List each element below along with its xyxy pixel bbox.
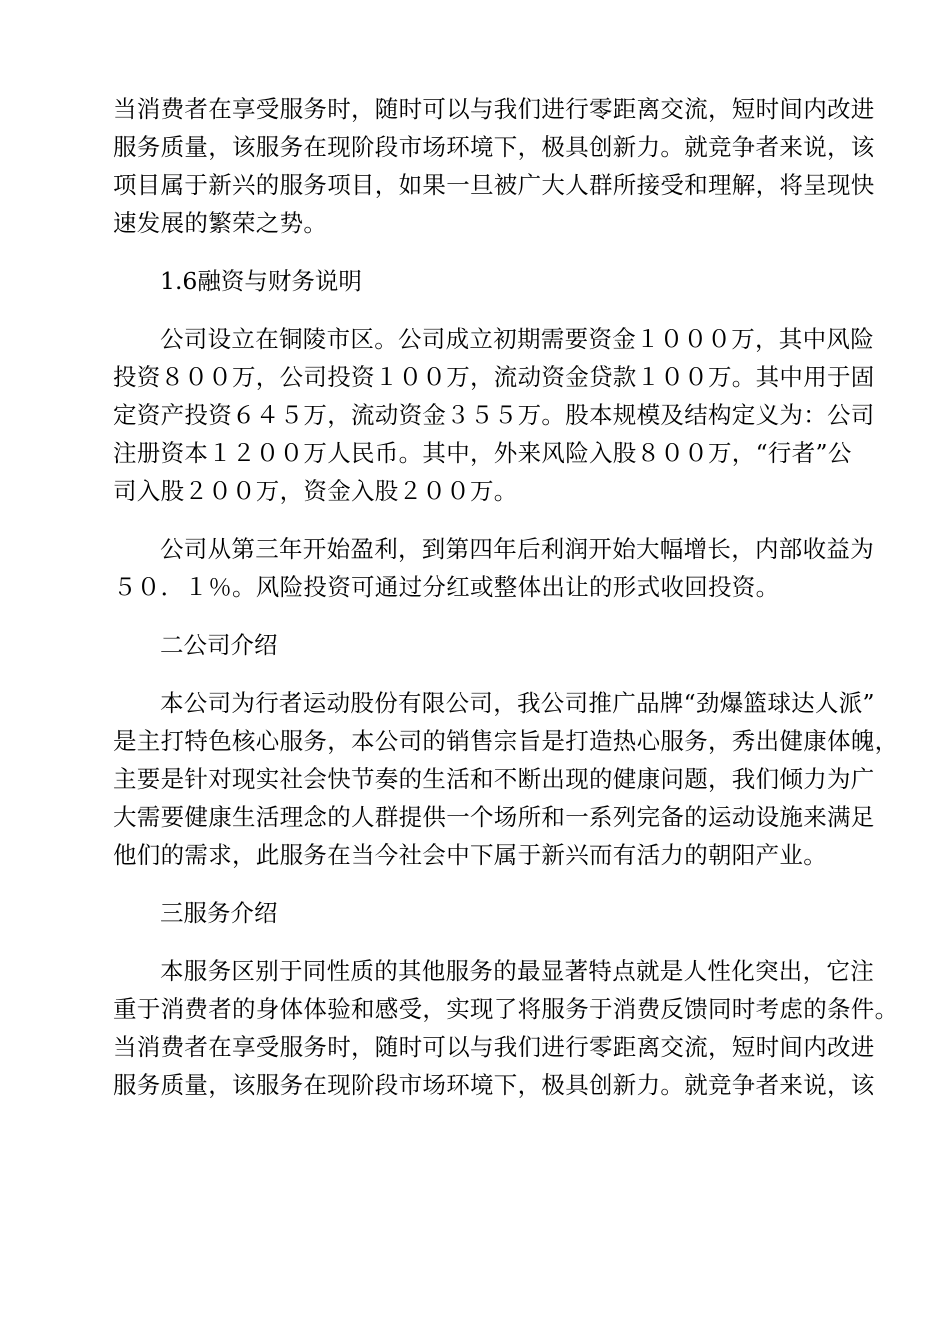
text-line: 本服务区别于同性质的其他服务的最显著特点就是人性化突出，它注 — [160, 957, 874, 985]
text-line: 当消费者在享受服务时，随时可以与我们进行零距离交流，短时间内改进 — [113, 95, 875, 123]
text-line: 注册资本１２００万人民币。其中，外来风险入股８００万，“行者”公 — [113, 439, 852, 467]
text-line: 他们的需求，此服务在当今社会中下属于新兴而有活力的朝阳产业。 — [113, 841, 827, 869]
text-line: 是主打特色核心服务，本公司的销售宗旨是打造热心服务，秀出健康体魄， — [113, 727, 899, 755]
continuation-paragraph — [113, 90, 875, 242]
section-heading-company: 二公司介绍 — [160, 631, 278, 659]
text-line: 本公司为行者运动股份有限公司，我公司推广品牌“劲爆篮球达人派” — [160, 689, 875, 717]
company-paragraph — [113, 684, 899, 874]
service-paragraph — [113, 952, 899, 1104]
document-page — [113, 90, 899, 1124]
text-line: 司入股２００万，资金入股２００万。 — [113, 477, 518, 505]
finance-paragraph — [113, 320, 875, 510]
section-heading-financing: 1.6融资与财务说明 — [160, 267, 362, 295]
text-line: 公司从第三年开始盈利，到第四年后利润开始大幅增长，内部收益为 — [160, 535, 874, 563]
profit-paragraph — [113, 530, 874, 606]
text-line: 重于消费者的身体体验和感受，实现了将服务于消费反馈同时考虑的条件。 — [113, 995, 899, 1023]
text-line: 速发展的繁荣之势。 — [113, 209, 328, 237]
text-line: 当消费者在享受服务时，随时可以与我们进行零距离交流，短时间内改进 — [113, 1033, 875, 1061]
text-line: 大需要健康生活理念的人群提供一个场所和一系列完备的运动设施来满足 — [113, 803, 875, 831]
text-line: 投资８００万，公司投资１００万，流动资金贷款１００万。其中用于固 — [113, 363, 875, 391]
text-line: 服务质量，该服务在现阶段市场环境下，极具创新力。就竞争者来说，该 — [113, 1071, 875, 1099]
text-line: 服务质量，该服务在现阶段市场环境下，极具创新力。就竞争者来说，该 — [113, 133, 875, 161]
section-heading-service: 三服务介绍 — [160, 899, 278, 927]
text-line: 项目属于新兴的服务项目，如果一旦被广大人群所接受和理解，将呈现快 — [113, 171, 875, 199]
text-line: 主要是针对现实社会快节奏的生活和不断出现的健康问题，我们倾力为广 — [113, 765, 875, 793]
text-line: 定资产投资６４５万，流动资金３５５万。股本规模及结构定义为：公司 — [113, 401, 875, 429]
text-line: ５０．１％。风险投资可通过分红或整体出让的形式收回投资。 — [113, 573, 780, 601]
text-line: 公司设立在铜陵市区。公司成立初期需要资金１０００万，其中风险 — [160, 325, 874, 353]
